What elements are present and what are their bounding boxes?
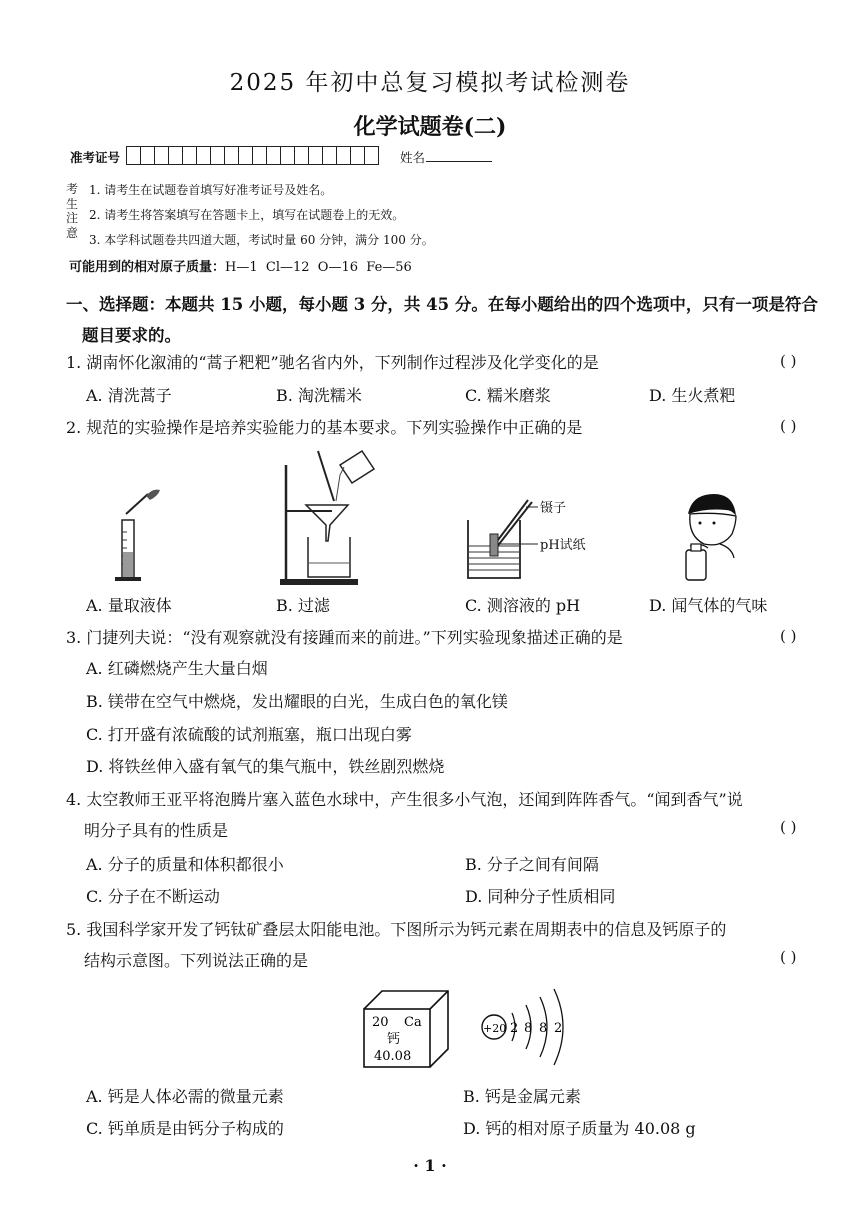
q3-option-b[interactable]: B. 镁带在空气中燃烧，发出耀眼的白光，生成白色的氧化镁: [86, 692, 508, 711]
q2-option-d[interactable]: D. 闻气体的气味: [649, 596, 768, 615]
measuring-liquid-figure: [100, 480, 170, 585]
admission-id-cell[interactable]: [210, 146, 225, 165]
element-name: 钙: [387, 1032, 401, 1047]
section-heading-line1: 一、选择题：本题共 15 小题，每小题 3 分，共 45 分。在每小题给出的四个选项中，只有一项是符合: [66, 295, 818, 314]
admission-id-cell[interactable]: [350, 146, 365, 165]
atomic-masses-line: [69, 256, 412, 275]
q3-option-a[interactable]: A. 红磷燃烧产生大量白烟: [86, 659, 268, 678]
section-1-heading: [66, 289, 836, 351]
q5-option-c[interactable]: C. 钙单质是由钙分子构成的: [86, 1119, 284, 1138]
name-label: 姓名: [400, 150, 426, 165]
answer-paren: ( ): [780, 417, 797, 435]
q2-option-c[interactable]: C. 测溶液的 pH: [465, 596, 581, 615]
shell-4-electrons: 2: [554, 1021, 563, 1036]
exam-title: 2025 年初中总复习模拟考试检测卷: [229, 70, 631, 96]
question-5-stem-cont: 结构示意图。下列说法正确的是: [84, 951, 309, 970]
nucleus-charge: +20: [483, 1022, 507, 1035]
calcium-atom-structure: [476, 985, 586, 1071]
admission-id-cell[interactable]: [266, 146, 281, 165]
page-number: · 1 ·: [413, 1156, 447, 1175]
atomic-mass-label: 可能用到的相对原子质量：: [69, 260, 226, 275]
q2-option-b[interactable]: B. 过滤: [276, 596, 330, 615]
q4-option-a[interactable]: A. 分子的质量和体积都很小: [86, 855, 284, 874]
admission-id-cell[interactable]: [224, 146, 239, 165]
admission-id-cell[interactable]: [182, 146, 197, 165]
notice-3: 3. 本学科试题卷共四道大题，考试时量 60 分钟，满分 100 分。: [89, 233, 434, 247]
shell-1-electrons: 2: [510, 1021, 519, 1036]
admission-id-cell[interactable]: [196, 146, 211, 165]
admission-id-cell[interactable]: [252, 146, 267, 165]
shell-2-electrons: 8: [524, 1021, 533, 1036]
admission-id-cell[interactable]: [154, 146, 169, 165]
answer-paren: ( ): [780, 627, 797, 645]
q3-option-d[interactable]: D. 将铁丝伸入盛有氧气的集气瓶中，铁丝剧烈燃烧: [86, 757, 445, 776]
admission-id-cell[interactable]: [294, 146, 309, 165]
calcium-element-card: [360, 985, 452, 1071]
q1-option-b[interactable]: B. 淘洗糯米: [276, 386, 362, 405]
element-mass: 40.08: [374, 1049, 412, 1064]
admission-id-cell[interactable]: [140, 146, 155, 165]
element-number: 20: [372, 1015, 389, 1030]
question-1-stem: 1. 湖南怀化溆浦的“蒿子粑粑”驰名省内外，下列制作过程涉及化学变化的是: [66, 353, 599, 372]
admission-id-cell[interactable]: [280, 146, 295, 165]
admission-id-cell[interactable]: [364, 146, 379, 165]
q5-option-d[interactable]: D. 钙的相对原子质量为 40.08 g: [463, 1119, 696, 1138]
name-field[interactable]: [426, 161, 492, 162]
notice-side-label: 考生注意: [66, 182, 79, 240]
question-4-stem: 4. 太空教师王亚平将泡腾片塞入蓝色水球中，产生很多小气泡，还闻到阵阵香气。“闻到香气”说: [66, 790, 743, 809]
q1-option-c[interactable]: C. 糯米磨浆: [465, 386, 551, 405]
filtration-figure: [270, 445, 380, 590]
notice-1: 1. 请考生在试题卷首填写好准考证号及姓名。: [89, 183, 333, 197]
admission-id-cell[interactable]: [126, 146, 141, 165]
admission-id-label: 准考证号: [70, 150, 121, 165]
shell-3-electrons: 8: [539, 1021, 548, 1036]
q5-option-a[interactable]: A. 钙是人体必需的微量元素: [86, 1087, 284, 1106]
question-2-stem: 2. 规范的实验操作是培养实验能力的基本要求。下列实验操作中正确的是: [66, 418, 583, 437]
q5-option-b[interactable]: B. 钙是金属元素: [463, 1087, 581, 1106]
q1-option-d[interactable]: D. 生火煮粑: [649, 386, 736, 405]
notice-2: 2. 请考生将答案填写在答题卡上，填写在试题卷上的无效。: [89, 208, 405, 222]
ph-paper-label: pH试纸: [540, 538, 586, 553]
admission-id-cell[interactable]: [238, 146, 253, 165]
q1-option-a[interactable]: A. 清洗蒿子: [86, 386, 172, 405]
admission-id-boxes[interactable]: [127, 146, 379, 165]
admission-id-cell[interactable]: [336, 146, 351, 165]
question-3-stem: 3. 门捷列夫说：“没有观察就没有接踵而来的前进。”下列实验现象描述正确的是: [66, 628, 623, 647]
atomic-mass-values: H—1 Cl—12 O—16 Fe—56: [225, 260, 412, 275]
admission-id-cell[interactable]: [168, 146, 183, 165]
answer-paren: ( ): [780, 352, 797, 370]
admission-id-cell[interactable]: [308, 146, 323, 165]
paper-subtitle: 化学试题卷(二): [353, 114, 507, 140]
answer-paren: ( ): [780, 948, 797, 966]
admission-id-cell[interactable]: [322, 146, 337, 165]
question-4-stem-cont: 明分子具有的性质是: [84, 821, 229, 840]
q2-option-a[interactable]: A. 量取液体: [86, 596, 172, 615]
q3-option-c[interactable]: C. 打开盛有浓硫酸的试剂瓶塞，瓶口出现白雾: [86, 725, 412, 744]
q4-option-b[interactable]: B. 分子之间有间隔: [465, 855, 599, 874]
section-heading-line2: 题目要求的。: [82, 326, 181, 345]
q4-option-d[interactable]: D. 同种分子性质相同: [465, 887, 616, 906]
smelling-gas-figure: [670, 490, 750, 585]
element-symbol: Ca: [404, 1015, 422, 1030]
ph-test-figure: [460, 490, 600, 585]
q4-option-c[interactable]: C. 分子在不断运动: [86, 887, 220, 906]
tweezers-label: 镊子: [540, 501, 567, 516]
question-5-stem: 5. 我国科学家开发了钙钛矿叠层太阳能电池。下图所示为钙元素在周期表中的信息及钙原子的: [66, 920, 727, 939]
answer-paren: ( ): [780, 818, 797, 836]
